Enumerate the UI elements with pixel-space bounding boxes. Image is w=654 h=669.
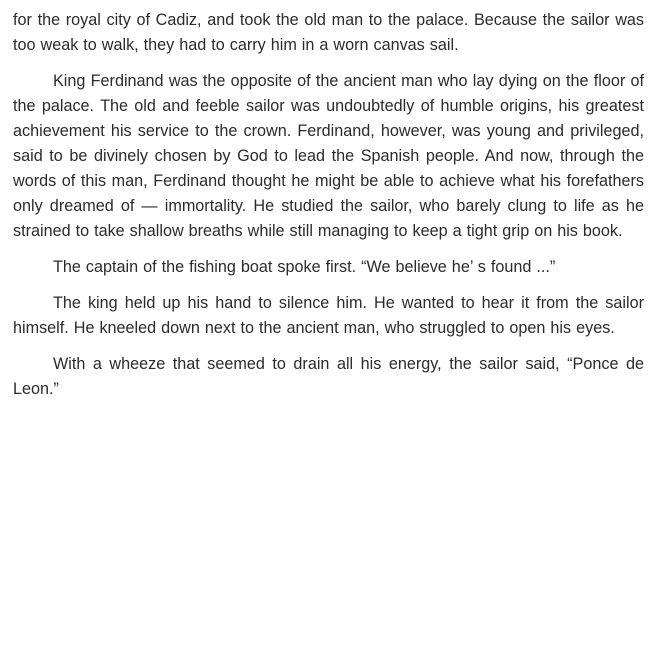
paragraph-5: With a wheeze that seemed to drain all his energy, the sailor said, “Ponce de Leon.” <box>13 355 644 398</box>
paragraph-2: King Ferdinand was the opposite of the ancient man who lay dying on the floor of the palace. The old and feeble sailor was undoubtedly of humble origins, his greatest achievement his service to the crown. Ferdinand, however, was young and privileged, said to be divinely chosen by God to lead the Spanish people. And now, through the words of this man, Ferdinand thought he might be able to achieve what his forefathers only dreamed of — immortality. He studied the sailor, who barely clung to life as he strained to take shallow breaths while still managing to keep a tight grip on his book. <box>13 72 644 240</box>
paragraph-3: The captain of the fishing boat spoke first. “We believe he’ s found ...” <box>53 258 556 276</box>
paragraph-1: for the royal city of Cadiz, and took the old man to the palace. Because the sailor was too weak to walk, they had to carry him in a worn canvas sail. <box>13 11 644 54</box>
paragraph-4: The king held up his hand to silence him. He wanted to hear it from the sailor himself. He kneeled down next to the ancient man, who struggled to open his eyes. <box>13 294 644 337</box>
